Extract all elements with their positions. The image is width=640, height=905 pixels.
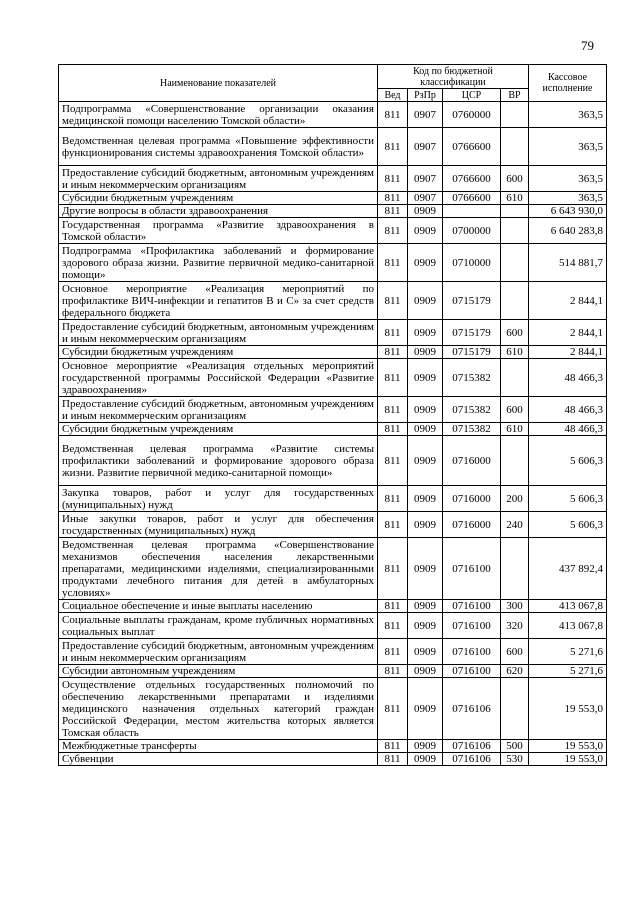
row-csr: 0716100: [443, 600, 501, 613]
row-rzpr: 0909: [408, 436, 443, 486]
row-csr: 0716106: [443, 678, 501, 740]
row-ved: 811: [378, 205, 408, 218]
row-vr: [501, 538, 529, 600]
row-rzpr: 0909: [408, 512, 443, 538]
table-row: [59, 218, 607, 244]
row-name: Ведомственная целевая программа «Повышение эффективности функционирования системы здравоохранения Томской области»: [59, 128, 378, 166]
row-csr: 0716100: [443, 538, 501, 600]
row-ved: 811: [378, 423, 408, 436]
row-amount: 413 067,8: [529, 600, 607, 613]
row-vr: [501, 678, 529, 740]
row-ved: 811: [378, 192, 408, 205]
row-rzpr: 0909: [408, 423, 443, 436]
row-ved: 811: [378, 753, 408, 766]
row-name: Основное мероприятие «Реализация отдельных мероприятий государственной программы Российской Федерации «Развитие здравоохранения»: [59, 359, 378, 397]
row-rzpr: 0909: [408, 205, 443, 218]
row-rzpr: 0909: [408, 678, 443, 740]
row-amount: 6 643 930,0: [529, 205, 607, 218]
row-amount: 6 640 283,8: [529, 218, 607, 244]
table-row: [59, 128, 607, 166]
table-row: [59, 244, 607, 282]
table-row: [59, 486, 607, 512]
row-csr: 0766600: [443, 128, 501, 166]
row-vr: [501, 128, 529, 166]
row-amount: 363,5: [529, 166, 607, 192]
row-amount: 2 844,1: [529, 320, 607, 346]
row-csr: 0760000: [443, 102, 501, 128]
row-rzpr: 0909: [408, 244, 443, 282]
header-csr: ЦСР: [443, 89, 501, 102]
row-csr: 0715382: [443, 423, 501, 436]
row-rzpr: 0909: [408, 320, 443, 346]
row-amount: 413 067,8: [529, 613, 607, 639]
row-amount: 48 466,3: [529, 359, 607, 397]
row-name: Ведомственная целевая программа «Совершенствование механизмов обеспечения населения лекарственными препаратами, медицинскими изделиями, специализированными продуктами лечебного питания для детей в амбулаторных условиях»: [59, 538, 378, 600]
row-name: Субсидии бюджетным учреждениям: [59, 346, 378, 359]
header-rzpr: РзПр: [408, 89, 443, 102]
row-ved: 811: [378, 613, 408, 639]
table-row: [59, 192, 607, 205]
row-name: Субсидии бюджетным учреждениям: [59, 423, 378, 436]
row-vr: 610: [501, 192, 529, 205]
table-row: [59, 359, 607, 397]
row-amount: 2 844,1: [529, 282, 607, 320]
row-csr: 0715179: [443, 282, 501, 320]
row-rzpr: 0909: [408, 282, 443, 320]
table-row: [59, 166, 607, 192]
row-rzpr: 0907: [408, 166, 443, 192]
table-row: [59, 538, 607, 600]
row-csr: [443, 205, 501, 218]
row-name: Предоставление субсидий бюджетным, автономным учреждениям и иным некоммерческим организациям: [59, 320, 378, 346]
row-rzpr: 0909: [408, 753, 443, 766]
row-amount: 5 271,6: [529, 639, 607, 665]
row-rzpr: 0907: [408, 128, 443, 166]
table-row: [59, 346, 607, 359]
row-rzpr: 0909: [408, 639, 443, 665]
row-csr: 0710000: [443, 244, 501, 282]
row-ved: 811: [378, 740, 408, 753]
row-amount: 5 606,3: [529, 512, 607, 538]
table-row: [59, 665, 607, 678]
row-vr: 240: [501, 512, 529, 538]
row-csr: 0716000: [443, 512, 501, 538]
row-csr: 0716000: [443, 436, 501, 486]
row-ved: 811: [378, 166, 408, 192]
row-vr: 610: [501, 423, 529, 436]
row-name: Социальное обеспечение и иные выплаты населению: [59, 600, 378, 613]
budget-execution-table: [58, 64, 607, 766]
row-amount: 5 606,3: [529, 486, 607, 512]
row-name: Основное мероприятие «Реализация мероприятий по профилактике ВИЧ-инфекции и гепатитов В и С» за счет средств федерального бюджета: [59, 282, 378, 320]
row-vr: 530: [501, 753, 529, 766]
row-ved: 811: [378, 244, 408, 282]
row-ved: 811: [378, 218, 408, 244]
row-ved: 811: [378, 665, 408, 678]
row-vr: [501, 282, 529, 320]
row-vr: 600: [501, 639, 529, 665]
row-vr: [501, 102, 529, 128]
row-name: Социальные выплаты гражданам, кроме публичных нормативных социальных выплат: [59, 613, 378, 639]
row-rzpr: 0909: [408, 600, 443, 613]
row-ved: 811: [378, 538, 408, 600]
table-row: [59, 678, 607, 740]
row-vr: 300: [501, 600, 529, 613]
header-ved: Вед: [378, 89, 408, 102]
row-amount: 19 553,0: [529, 678, 607, 740]
row-rzpr: 0909: [408, 613, 443, 639]
row-ved: 811: [378, 320, 408, 346]
row-csr: 0766600: [443, 192, 501, 205]
row-rzpr: 0909: [408, 346, 443, 359]
row-name: Предоставление субсидий бюджетным, автономным учреждениям и иным некоммерческим организациям: [59, 166, 378, 192]
row-csr: 0715179: [443, 320, 501, 346]
row-name: Межбюджетные трансферты: [59, 740, 378, 753]
row-name: Предоставление субсидий бюджетным, автономным учреждениям и иным некоммерческим организациям: [59, 397, 378, 423]
row-rzpr: 0909: [408, 486, 443, 512]
table-row: [59, 639, 607, 665]
row-rzpr: 0909: [408, 665, 443, 678]
row-csr: 0715179: [443, 346, 501, 359]
row-name: Предоставление субсидий бюджетным, автономным учреждениям и иным некоммерческим организациям: [59, 639, 378, 665]
row-amount: 437 892,4: [529, 538, 607, 600]
row-vr: 320: [501, 613, 529, 639]
row-ved: 811: [378, 436, 408, 486]
row-vr: [501, 218, 529, 244]
table-row: [59, 740, 607, 753]
row-name: Подпрограмма «Совершенствование организации оказания медицинской помощи населению Томской области»: [59, 102, 378, 128]
row-rzpr: 0909: [408, 740, 443, 753]
row-vr: 500: [501, 740, 529, 753]
row-rzpr: 0909: [408, 397, 443, 423]
table-header: [59, 65, 607, 102]
row-vr: [501, 359, 529, 397]
row-name: Подпрограмма «Профилактика заболеваний и формирование здорового образа жизни. Развитие первичной медико-санитарной помощи»: [59, 244, 378, 282]
row-vr: 600: [501, 320, 529, 346]
table-row: [59, 613, 607, 639]
row-ved: 811: [378, 639, 408, 665]
row-name: Государственная программа «Развитие здравоохранения в Томской области»: [59, 218, 378, 244]
row-csr: 0715382: [443, 397, 501, 423]
row-csr: 0715382: [443, 359, 501, 397]
row-csr: 0716106: [443, 753, 501, 766]
row-name: Осуществление отдельных государственных полномочий по обеспечению лекарственными препаратами и изделиями медицинского назначения отдельных категорий граждан Российской Федерации, местом жительства которых является Томская область: [59, 678, 378, 740]
row-amount: 19 553,0: [529, 740, 607, 753]
row-amount: 48 466,3: [529, 397, 607, 423]
row-ved: 811: [378, 102, 408, 128]
row-ved: 811: [378, 678, 408, 740]
row-rzpr: 0907: [408, 102, 443, 128]
row-name: Иные закупки товаров, работ и услуг для обеспечения государственных (муниципальных) нужд: [59, 512, 378, 538]
page-number: 79: [581, 38, 594, 53]
row-csr: 0716100: [443, 665, 501, 678]
header-cash-execution: Кассовое исполнение: [529, 65, 607, 102]
row-amount: 363,5: [529, 128, 607, 166]
row-amount: 19 553,0: [529, 753, 607, 766]
row-amount: 5 606,3: [529, 436, 607, 486]
row-name: Субвенции: [59, 753, 378, 766]
table-row: [59, 320, 607, 346]
row-ved: 811: [378, 282, 408, 320]
row-vr: [501, 244, 529, 282]
row-vr: 610: [501, 346, 529, 359]
row-amount: 48 466,3: [529, 423, 607, 436]
row-name: Ведомственная целевая программа «Развитие системы профилактики заболеваний и формирование здорового образа жизни. Развитие первичной медико-санитарной помощи»: [59, 436, 378, 486]
row-csr: 0716100: [443, 639, 501, 665]
row-ved: 811: [378, 512, 408, 538]
table-row: [59, 753, 607, 766]
row-rzpr: 0909: [408, 218, 443, 244]
table-row: [59, 282, 607, 320]
row-ved: 811: [378, 486, 408, 512]
row-rzpr: 0909: [408, 538, 443, 600]
table-row: [59, 397, 607, 423]
row-rzpr: 0907: [408, 192, 443, 205]
row-csr: 0716100: [443, 613, 501, 639]
row-ved: 811: [378, 600, 408, 613]
row-vr: 600: [501, 166, 529, 192]
row-name: Закупка товаров, работ и услуг для государственных (муниципальных) нужд: [59, 486, 378, 512]
table-row: [59, 512, 607, 538]
row-name: Субсидии автономным учреждениям: [59, 665, 378, 678]
row-amount: 2 844,1: [529, 346, 607, 359]
table-row: [59, 205, 607, 218]
row-vr: 600: [501, 397, 529, 423]
row-name: Другие вопросы в области здравоохранения: [59, 205, 378, 218]
row-amount: 363,5: [529, 192, 607, 205]
table-row: [59, 600, 607, 613]
row-vr: 200: [501, 486, 529, 512]
row-amount: 514 881,7: [529, 244, 607, 282]
row-name: Субсидии бюджетным учреждениям: [59, 192, 378, 205]
row-vr: [501, 436, 529, 486]
header-budget-code: Код по бюджетной классификации: [378, 65, 529, 89]
table-row: [59, 436, 607, 486]
row-ved: 811: [378, 359, 408, 397]
row-ved: 811: [378, 397, 408, 423]
row-ved: 811: [378, 128, 408, 166]
row-vr: 620: [501, 665, 529, 678]
table-row: [59, 102, 607, 128]
table-body: [59, 102, 607, 766]
header-indicator: Наименование показателей: [59, 65, 378, 102]
row-csr: 0766600: [443, 166, 501, 192]
row-ved: 811: [378, 346, 408, 359]
row-amount: 5 271,6: [529, 665, 607, 678]
table-row: [59, 423, 607, 436]
row-amount: 363,5: [529, 102, 607, 128]
row-csr: 0716000: [443, 486, 501, 512]
row-vr: [501, 205, 529, 218]
row-csr: 0700000: [443, 218, 501, 244]
row-csr: 0716106: [443, 740, 501, 753]
header-vr: ВР: [501, 89, 529, 102]
row-rzpr: 0909: [408, 359, 443, 397]
